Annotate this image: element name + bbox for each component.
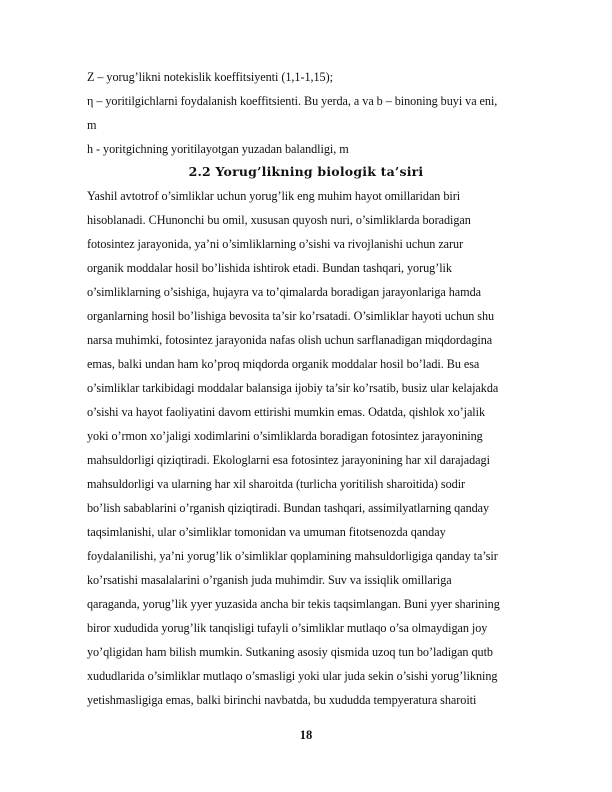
body-line: bo’lish sabablarini o’rganish qiziqtiradi. Bundan tashqari, assimilyatlarning qanday xyxy=(87,501,490,515)
body-line: mahsuldorligi va ularning har xil sharoitda (turlicha yoritilish sharoitida) sodir xyxy=(87,477,466,491)
body-line: o’simliklarning o’sishiga, hujayra va to’qimalarda boradigan jarayonlariga hamda xyxy=(87,285,482,299)
body-line: yoki o’rmon xo’jaligi xodimlarini o’simliklarda boradigan fotosintez jarayonining xyxy=(87,429,483,443)
body-line: yo’qligidan ham bilish mumkin. Sutkaning asosiy qismida uzoq tun bo’ladigan qutb xyxy=(87,645,493,659)
body-line: narsa muhimki, fotosintez jarayonida nafas olish uchun sarflanadigan miqdordagina xyxy=(87,333,493,347)
body-line: mahsuldorligi qiziqtiradi. Ekologlarni esa fotosintez jarayonining har xil darajadagi xyxy=(87,453,490,467)
body-line: taqsimlanishi, ular o’simliklar tomonidan va umuman fitotsenozda qanday xyxy=(87,525,446,539)
body-line: hisoblanadi. CHunonchi bu omil, xususan quyosh nuri, o’simliklarda boradigan xyxy=(87,213,471,227)
body-line: o’sishi va hayot faoliyatini davom ettirishi mumkin emas. Odatda, qishlok xo’jalik xyxy=(87,405,486,419)
formula-note-z: Z – yorug’likni notekislik koeffitsiyenti (1,1-1,15); xyxy=(87,70,333,84)
body-line: biror xududida yorug’lik tanqisligi tufayli o’simliklar mutlaqo o’sa olmaydigan joy xyxy=(87,621,488,635)
body-line: yetishmasligiga emas, balki birinchi navbatda, bu xududda tempyeratura sharoiti xyxy=(87,693,477,707)
body-line: o’simliklar tarkibidagi moddalar balansiga ijobiy ta’sir ko’rsatib, busiz ular kelajakda xyxy=(87,381,499,395)
body-line: organik moddalar hosil bo’lishida ishtirok etadi. Bundan tashqari, yorug’lik xyxy=(87,261,452,275)
body-line: fotosintez jarayonida, ya’ni o’simliklarning o’sishi va rivojlanishi uchun zarur xyxy=(87,237,464,251)
body-line: emas, balki undan ham ko’proq miqdorda organik moddalar hosil bo’ladi. Bu esa xyxy=(87,357,480,371)
body-line: xududlarida o’simliklar mutlaqo o’smasligi yoki ular juda sekin o’sishi yorug’likning xyxy=(87,669,498,683)
formula-note-h: h - yoritgichning yoritilayotgan yuzadan balandligi, m xyxy=(87,142,349,156)
body-line: organlarning hosil bo’lishiga bevosita ta’sir ko’rsatadi. O’simliklar hayoti uchun shu xyxy=(87,309,495,323)
page-number: 18 xyxy=(299,728,313,742)
body-line: foydalanilishi, ya’ni yorug’lik o’simliklar qoplamining mahsuldorligiga qanday ta’sir xyxy=(87,549,498,563)
body-line: qaraganda, yorug’lik yyer yuzasida ancha bir tekis taqsimlangan. Buni yyer sharining xyxy=(87,597,500,611)
formula-note-eta: η – yoritilgichlarni foydalanish koeffitsienti. Bu yerda, a va b – binoning buyi va eni, xyxy=(87,94,498,108)
section-heading: 2.2 Yorug’likning biologik ta’siri xyxy=(188,164,424,179)
body-line: ko’rsatishi masalalarini o’rganish juda muhimdir. Suv va issiqlik omillariga xyxy=(87,573,452,587)
body-line: Yashil avtotrof o’simliklar uchun yorug’lik eng muhim hayot omillaridan biri xyxy=(87,189,461,203)
formula-note-unit: m xyxy=(87,118,97,132)
